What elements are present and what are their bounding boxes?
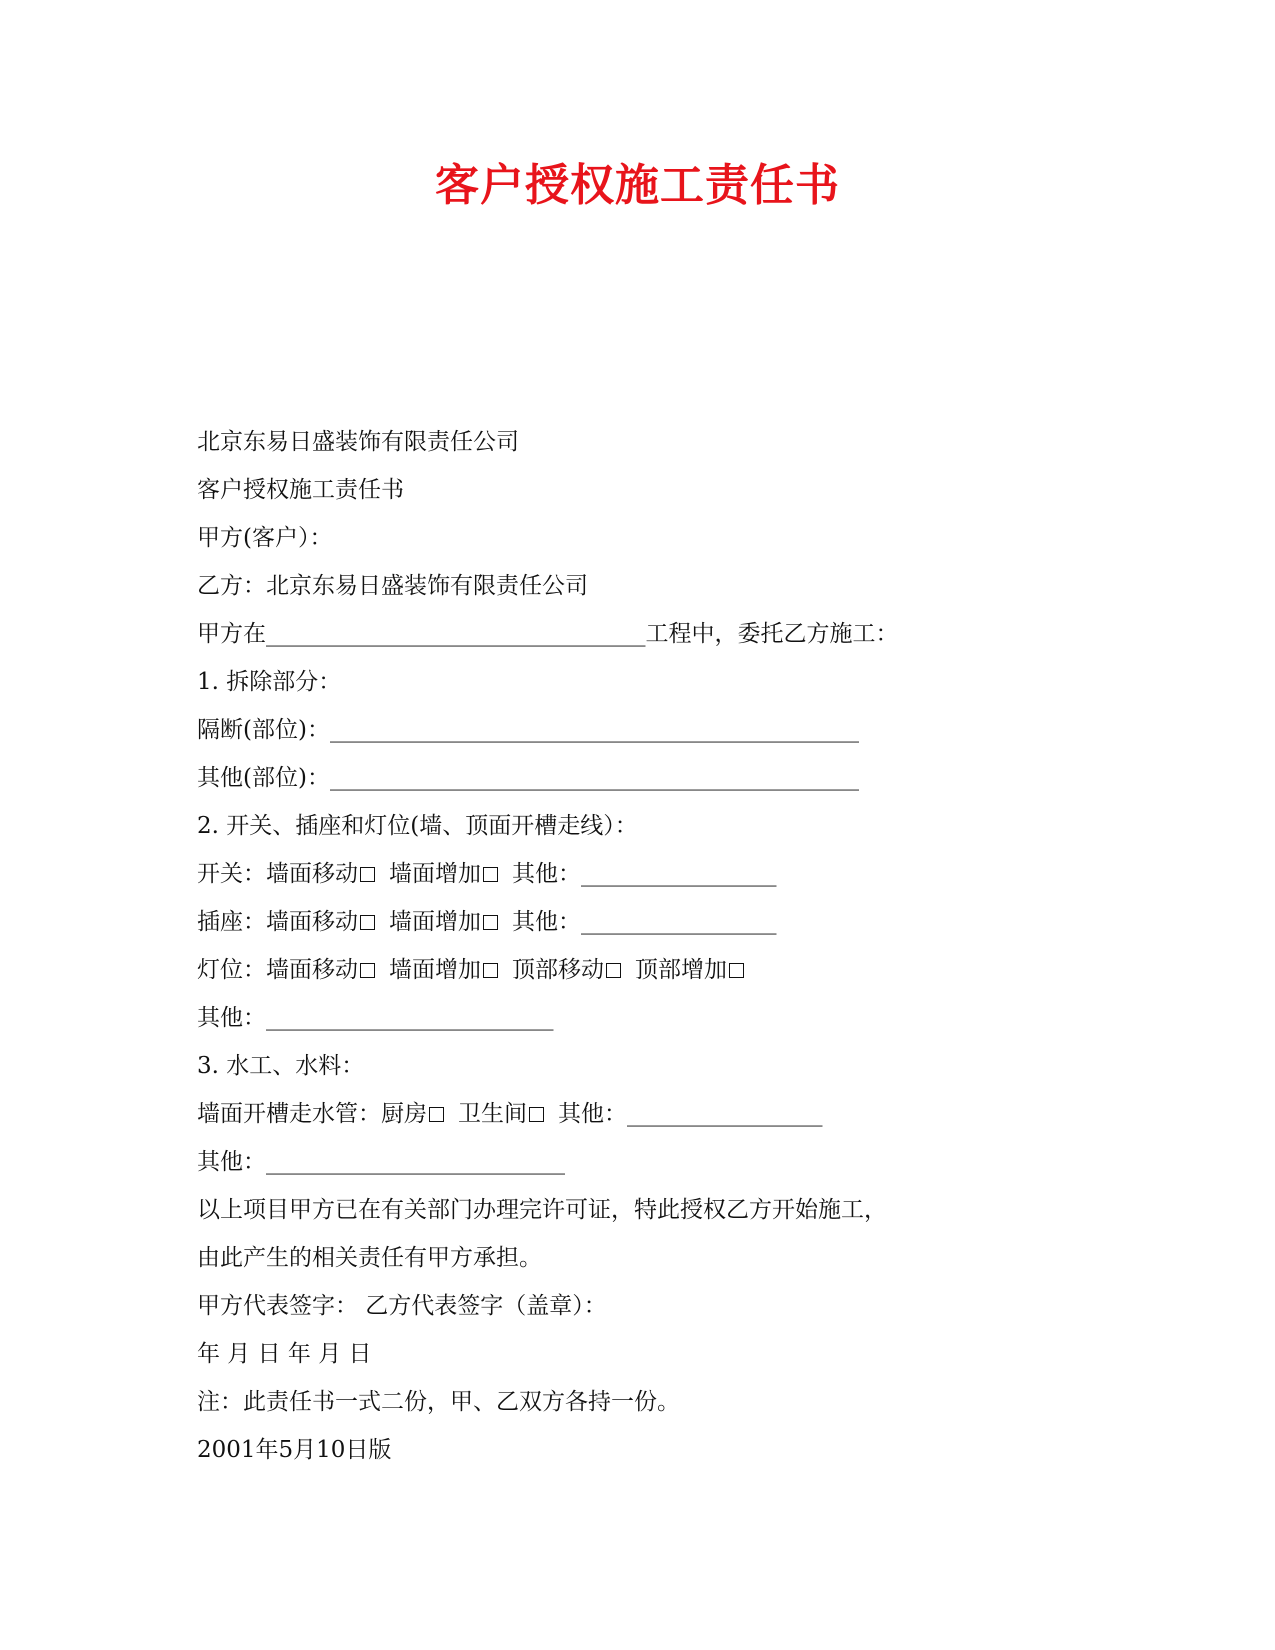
option-label: 其他： — [512, 861, 581, 887]
signature-line: 甲方代表签字： 乙方代表签字（盖章）： — [197, 1293, 607, 1319]
option-label: 卫生间 — [458, 1101, 527, 1127]
checkbox[interactable] — [606, 963, 621, 978]
socket-label: 插座：墙面移动 — [197, 909, 358, 935]
company-name: 北京东易日盛装饰有限责任公司 — [197, 429, 519, 455]
checkbox[interactable] — [483, 867, 498, 882]
checkbox[interactable] — [483, 915, 498, 930]
party-a-line: 甲方(客户）： — [197, 525, 333, 551]
checkbox[interactable] — [360, 915, 375, 930]
option-label: 其他： — [512, 909, 581, 935]
checkbox[interactable] — [483, 963, 498, 978]
section-1-heading: 1. 拆除部分： — [197, 669, 342, 695]
water-pipe-label: 墙面开槽走水管：厨房 — [197, 1101, 427, 1127]
date-line: 年 月 日 年 月 日 — [197, 1341, 372, 1367]
checkbox[interactable] — [729, 963, 744, 978]
section-2-heading: 2. 开关、插座和灯位(墙、顶面开槽走线）： — [197, 813, 638, 839]
checkbox[interactable] — [360, 867, 375, 882]
version-line: 2001年5月10日版 — [197, 1437, 392, 1463]
blank-field[interactable]: _________________ — [581, 909, 777, 935]
option-label: 墙面增加 — [389, 909, 481, 935]
document-title: 客户授权施工责任书 — [435, 160, 840, 211]
checkbox[interactable] — [360, 963, 375, 978]
option-label: 顶部增加 — [635, 957, 727, 983]
checkbox[interactable] — [529, 1107, 544, 1122]
other-location-line: 其他(部位)：______________________________________________ — [197, 765, 859, 791]
switch-label: 开关：墙面移动 — [197, 861, 358, 887]
light-line — [197, 946, 1097, 994]
section-3-other-line: 其他：__________________________ — [197, 1149, 565, 1175]
switch-line — [197, 850, 1097, 898]
partition-line: 隔断(部位)：______________________________________________ — [197, 717, 859, 743]
checkbox[interactable] — [429, 1107, 444, 1122]
document-subtitle: 客户授权施工责任书 — [197, 477, 404, 503]
blank-field[interactable]: _________________ — [627, 1101, 823, 1127]
option-label: 顶部移动 — [512, 957, 604, 983]
socket-line — [197, 898, 1097, 946]
option-label: 墙面增加 — [389, 957, 481, 983]
document-body — [197, 418, 1097, 1474]
statement-line-1: 以上项目甲方已在有关部门办理完许可证，特此授权乙方开始施工， — [197, 1197, 887, 1223]
party-b-line: 乙方：北京东易日盛装饰有限责任公司 — [197, 573, 588, 599]
section-2-other-line: 其他：_________________________ — [197, 1005, 554, 1031]
option-label: 墙面增加 — [389, 861, 481, 887]
entrust-line: 甲方在_________________________________工程中，委托乙方施工： — [197, 621, 899, 647]
statement-line-2: 由此产生的相关责任有甲方承担。 — [197, 1245, 542, 1271]
note-line: 注：此责任书一式二份，甲、乙双方各持一份。 — [197, 1389, 680, 1415]
section-3-heading: 3. 水工、水料： — [197, 1053, 365, 1079]
water-pipe-line — [197, 1090, 1097, 1138]
light-label: 灯位：墙面移动 — [197, 957, 358, 983]
blank-field[interactable]: _________________ — [581, 861, 777, 887]
option-label: 其他： — [558, 1101, 627, 1127]
